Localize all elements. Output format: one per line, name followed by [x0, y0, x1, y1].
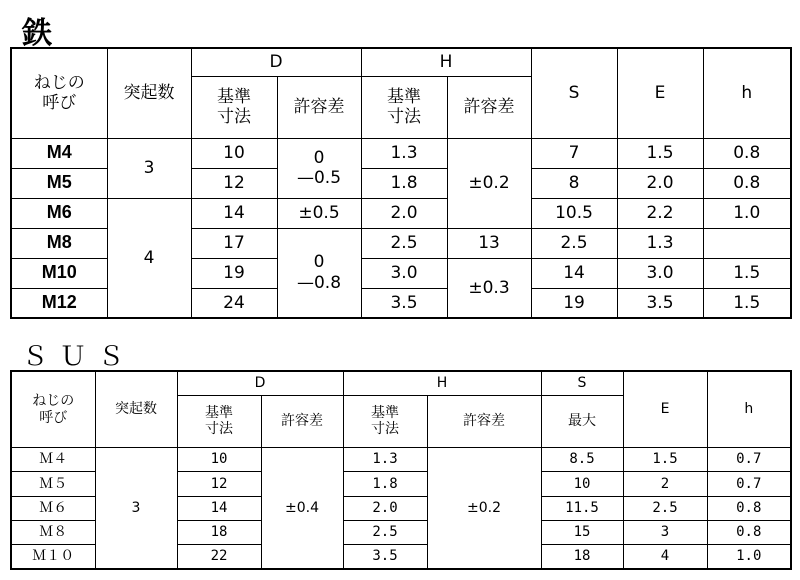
h-cell: 2.5 — [361, 228, 447, 258]
size-cell: Ｍ１０ — [11, 545, 95, 569]
table-row — [11, 198, 791, 228]
e-cell: 2.0 — [617, 168, 703, 198]
h-cell: 1.8 — [343, 472, 427, 496]
s-cell: 14 — [531, 258, 617, 288]
header-d-tol: 許容差 — [277, 76, 361, 138]
header-nominal — [11, 371, 95, 448]
h-cell: 2.5 — [343, 520, 427, 544]
header-d-std-text: 基準 寸法 — [205, 404, 233, 438]
size-cell: Ｍ６ — [11, 496, 95, 520]
header-d-std-text: 基準 寸法 — [217, 86, 251, 127]
size-cell: M10 — [11, 258, 107, 288]
d-cell: 18 — [177, 520, 261, 544]
d-cell: 10 — [191, 138, 277, 168]
header-h-tol: 許容差 — [427, 395, 541, 448]
d-cell: 22 — [177, 545, 261, 569]
e-cell: 1.5 — [617, 138, 703, 168]
e-cell: 3 — [623, 520, 707, 544]
e-cell: 2.2 — [617, 198, 703, 228]
sus-table-title: ＳＵＳ — [22, 342, 137, 372]
h-cell: 2.0 — [343, 496, 427, 520]
h-cell: 3.0 — [361, 258, 447, 288]
s-cell: 15 — [541, 520, 623, 544]
header-h-std-text: 基準 寸法 — [387, 86, 421, 127]
hh-cell: 1.5 — [703, 288, 791, 318]
size-cell: M12 — [11, 288, 107, 318]
header-e: E — [617, 48, 703, 138]
e-cell: 2 — [623, 472, 707, 496]
s-cell: 10 — [541, 472, 623, 496]
e-cell: 2.5 — [531, 228, 617, 258]
hh-cell: 0.8 — [703, 138, 791, 168]
header-s: S — [531, 48, 617, 138]
size-cell: M6 — [11, 198, 107, 228]
header-h-tol: 許容差 — [447, 76, 531, 138]
header-h: H — [361, 48, 531, 76]
header-nominal-text: ねじの 呼び — [32, 392, 75, 426]
h-cell: 2.0 — [361, 198, 447, 228]
d-tol-cell: ±0.5 — [277, 198, 361, 228]
header-h-std — [343, 395, 427, 448]
d-tol-cell — [277, 138, 361, 198]
d-cell: 10 — [177, 448, 261, 472]
header-e: E — [623, 371, 707, 448]
table-row — [11, 448, 791, 472]
iron-table-title: 鉄 — [22, 16, 52, 51]
header-h: H — [343, 371, 541, 395]
protrusion-cell: 4 — [107, 198, 191, 318]
e-cell: 2.5 — [623, 496, 707, 520]
header-s-max: 最大 — [541, 395, 623, 448]
s-cell: 11.5 — [541, 496, 623, 520]
size-cell: M8 — [11, 228, 107, 258]
hh-cell: 1.3 — [617, 228, 703, 258]
s-cell: 18 — [541, 545, 623, 569]
header-h-small: h — [703, 48, 791, 138]
header-protrusions: 突起数 — [95, 371, 177, 448]
s-cell: 13 — [447, 228, 531, 258]
h-cell: 3.5 — [343, 545, 427, 569]
d-tol-cell — [277, 228, 361, 318]
hh-cell: 0.8 — [707, 520, 791, 544]
size-cell: Ｍ８ — [11, 520, 95, 544]
hh-cell: 1.5 — [703, 258, 791, 288]
d-tol-text: 0 —0.8 — [296, 252, 342, 293]
e-cell: 3.5 — [617, 288, 703, 318]
d-cell: 19 — [191, 258, 277, 288]
header-d-tol: 許容差 — [261, 395, 343, 448]
protrusion-cell: 3 — [95, 448, 177, 569]
header-d: D — [191, 48, 361, 76]
h-cell: 3.5 — [361, 288, 447, 318]
e-cell: 4 — [623, 545, 707, 569]
h-tol-cell: ±0.2 — [427, 448, 541, 569]
size-cell: M4 — [11, 138, 107, 168]
size-cell: Ｍ５ — [11, 472, 95, 496]
hh-cell: 0.7 — [707, 472, 791, 496]
s-cell: 8 — [531, 168, 617, 198]
h-cell: 1.3 — [343, 448, 427, 472]
header-nominal-text: ねじの 呼び — [33, 72, 85, 114]
header-s: S — [541, 371, 623, 395]
protrusion-cell: 3 — [107, 138, 191, 198]
h-tol-cell: ±0.3 — [447, 258, 531, 318]
size-cell: Ｍ４ — [11, 448, 95, 472]
header-d-std — [191, 76, 277, 138]
h-cell: 1.8 — [361, 168, 447, 198]
hh-cell: 1.0 — [703, 198, 791, 228]
s-cell: 19 — [531, 288, 617, 318]
d-cell: 14 — [191, 198, 277, 228]
hh-cell: 0.8 — [707, 496, 791, 520]
hh-cell: 0.7 — [707, 448, 791, 472]
iron-spec-table — [10, 47, 792, 319]
table-row — [11, 138, 791, 168]
hh-cell: 0.8 — [703, 168, 791, 198]
header-protrusions: 突起数 — [107, 48, 191, 138]
e-cell: 3.0 — [617, 258, 703, 288]
d-cell: 14 — [177, 496, 261, 520]
d-tol-cell: ±0.4 — [261, 448, 343, 569]
e-cell: 1.5 — [623, 448, 707, 472]
sus-spec-table — [10, 370, 792, 570]
s-cell: 8.5 — [541, 448, 623, 472]
header-h-small: h — [707, 371, 791, 448]
header-h-std — [361, 76, 447, 138]
d-tol-text: 0 —0.5 — [296, 147, 342, 188]
s-cell: 7 — [531, 138, 617, 168]
header-h-std-text: 基準 寸法 — [371, 404, 399, 438]
d-cell: 24 — [191, 288, 277, 318]
d-cell: 17 — [191, 228, 277, 258]
header-d: D — [177, 371, 343, 395]
size-cell: M5 — [11, 168, 107, 198]
d-cell: 12 — [191, 168, 277, 198]
header-d-std — [177, 395, 261, 448]
header-nominal — [11, 48, 107, 138]
hh-cell: 1.0 — [707, 545, 791, 569]
h-tol-cell: ±0.2 — [447, 138, 531, 228]
d-cell: 12 — [177, 472, 261, 496]
h-cell: 1.3 — [361, 138, 447, 168]
s-cell: 10.5 — [531, 198, 617, 228]
